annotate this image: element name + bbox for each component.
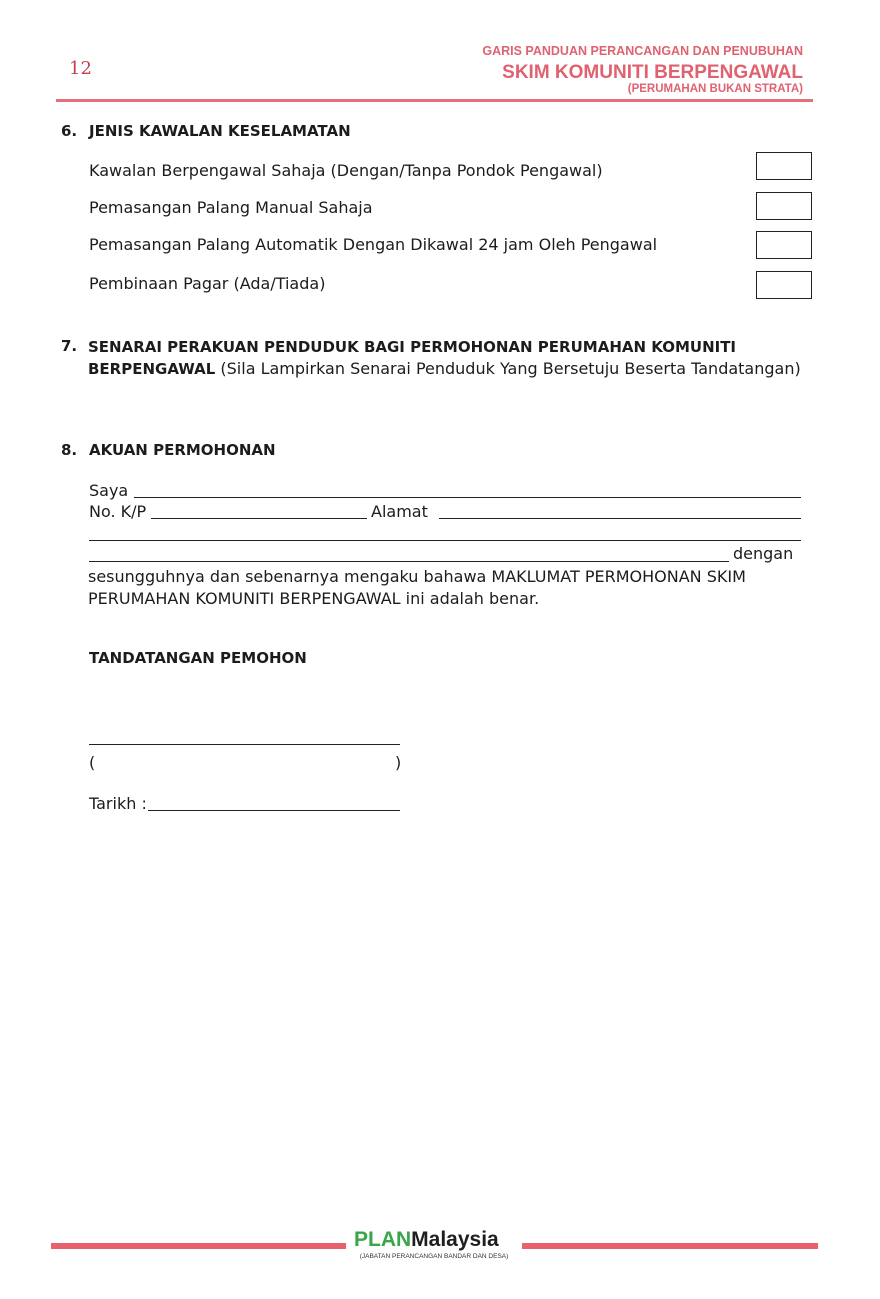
- tarikh-field[interactable]: [148, 810, 400, 811]
- section-7-text: [88, 336, 808, 380]
- footer-bar-right: [522, 1243, 818, 1249]
- option-checkbox-guard-only[interactable]: [756, 152, 812, 180]
- saya-field[interactable]: [134, 497, 801, 498]
- option-checkbox-manual-barrier[interactable]: [756, 192, 812, 220]
- section-7-title-cont: BERPENGAWAL: [88, 360, 216, 378]
- header-divider: [56, 99, 813, 102]
- logo-plan-text: PLAN: [354, 1228, 412, 1251]
- close-paren: ): [395, 753, 402, 772]
- logo-malaysia-text: Malaysia: [411, 1228, 499, 1251]
- open-paren: (: [89, 753, 96, 772]
- header-guideline-title: GARIS PANDUAN PERANCANGAN DAN PENUBUHAN: [482, 44, 803, 58]
- alamat-label: Alamat: [371, 502, 428, 521]
- alamat-field-line-3[interactable]: [89, 561, 729, 562]
- section-7-title: SENARAI PERAKUAN PENDUDUK BAGI PERMOHONAN PERUMAHAN KOMUNITI: [88, 338, 737, 356]
- saya-label: Saya: [89, 481, 129, 500]
- dengan-label: dengan: [733, 544, 794, 563]
- kp-field[interactable]: [151, 518, 367, 519]
- signature-line[interactable]: [89, 744, 400, 745]
- section-8-title: AKUAN PERMOHONAN: [89, 441, 276, 459]
- tarikh-label: Tarikh :: [89, 794, 147, 813]
- header-scheme-title: SKIM KOMUNITI BERPENGAWAL: [502, 62, 803, 83]
- option-label-guard-only: Kawalan Berpengawal Sahaja (Dengan/Tanpa Pondok Pengawal): [89, 161, 603, 180]
- signature-title: TANDATANGAN PEMOHON: [89, 649, 307, 667]
- logo-subtitle: (JABATAN PERANCANGAN BANDAR DAN DESA): [359, 1253, 509, 1260]
- kp-label: No. K/P: [89, 502, 147, 521]
- alamat-field-line-2[interactable]: [89, 540, 801, 541]
- planmalaysia-logo: [354, 1228, 499, 1252]
- option-checkbox-fence[interactable]: [756, 271, 812, 299]
- footer-bar-left: [51, 1243, 346, 1249]
- section-7-note: (Sila Lampirkan Senarai Penduduk Yang Bersetuju Beserta Tandatangan): [220, 359, 801, 378]
- option-label-automatic-barrier: Pemasangan Palang Automatik Dengan Dikawal 24 jam Oleh Pengawal: [89, 235, 658, 254]
- option-checkbox-automatic-barrier[interactable]: [756, 231, 812, 259]
- section-6-title: JENIS KAWALAN KESELAMATAN: [89, 122, 351, 140]
- section-7-number: 7.: [61, 337, 78, 355]
- section-6-number: 6.: [61, 122, 78, 140]
- option-label-manual-barrier: Pemasangan Palang Manual Sahaja: [89, 198, 373, 217]
- page-number: 12: [69, 58, 92, 79]
- declaration-text: sesungguhnya dan sebenarnya mengaku bahawa MAKLUMAT PERMOHONAN SKIM PERUMAHAN KOMUNITI BERPENGAWAL ini adalah benar.: [88, 567, 746, 608]
- option-label-fence: Pembinaan Pagar (Ada/Tiada): [89, 274, 326, 293]
- alamat-field[interactable]: [439, 518, 801, 519]
- section-8-number: 8.: [61, 441, 78, 459]
- header-subtitle: (PERUMAHAN BUKAN STRATA): [627, 83, 803, 95]
